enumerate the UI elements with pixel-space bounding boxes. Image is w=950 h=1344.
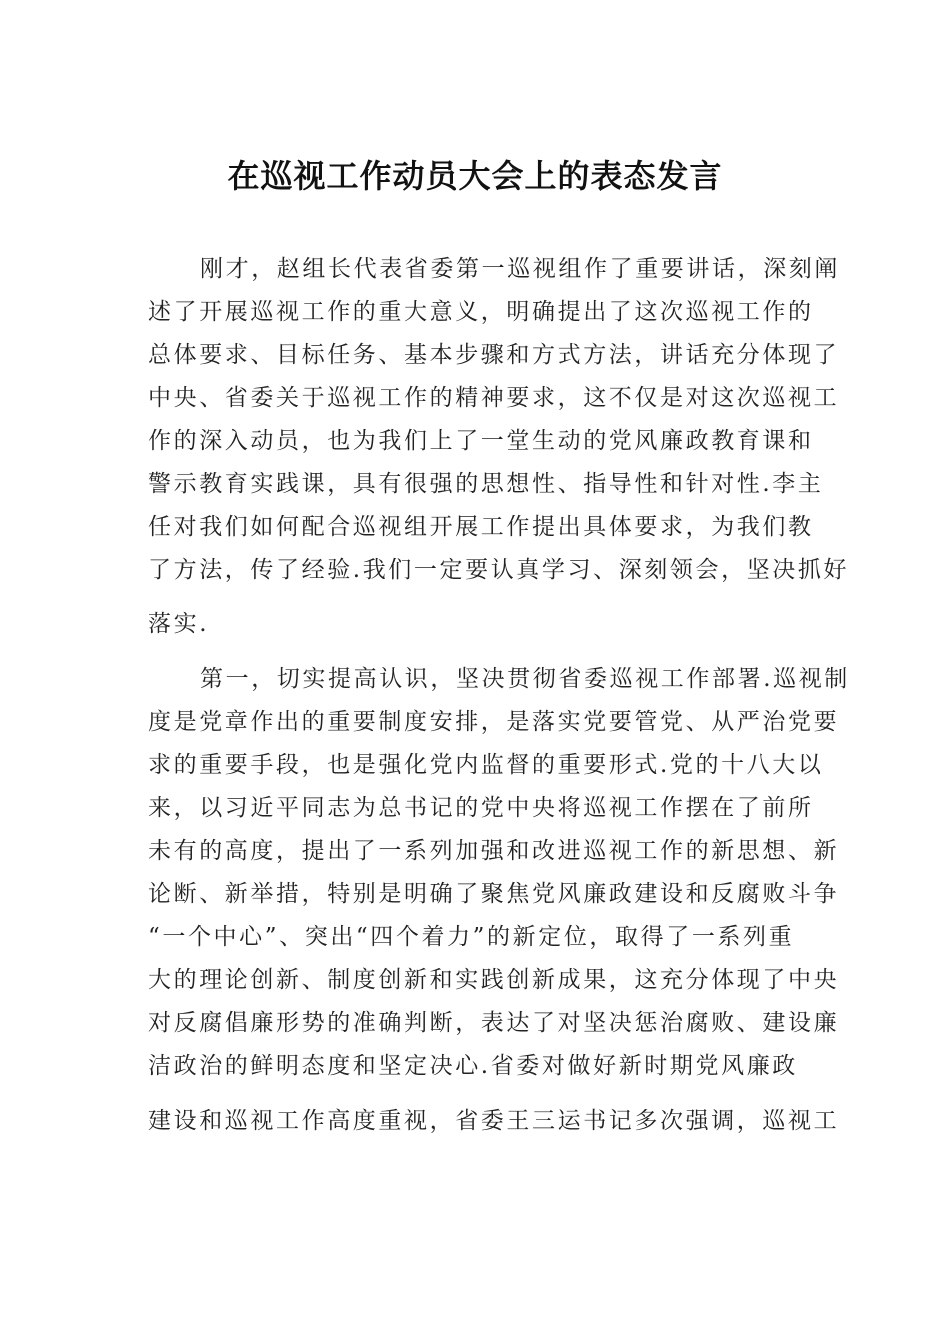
paragraph-line: 作的深入动员，也为我们上了一堂生动的党风廉政教育课和 xyxy=(148,428,814,454)
paragraph-line: 中央、省委关于巡视工作的精神要求，这不仅是对这次巡视工 xyxy=(148,385,840,411)
paragraph-line: 刚才，赵组长代表省委第一巡视组作了重要讲话，深刻阐 xyxy=(200,256,840,282)
paragraph-line: 洁政治的鲜明态度和坚定决心.省委对做好新时期党风廉政 xyxy=(148,1053,798,1079)
paragraph-line: 建设和巡视工作高度重视，省委王三运书记多次强调，巡视工 xyxy=(148,1108,840,1134)
paragraph-line: 未有的高度，提出了一系列加强和改进巡视工作的新思想、新 xyxy=(148,838,840,864)
paragraph-line: 大的理论创新、制度创新和实践创新成果，这充分体现了中央 xyxy=(148,967,840,993)
paragraph-line: 了方法，传了经验.我们一定要认真学习、深刻领会，坚决抓好 xyxy=(148,557,850,583)
paragraph-line: 任对我们如何配合巡视组开展工作提出具体要求，为我们教 xyxy=(148,514,814,540)
paragraph-line: 警示教育实践课，具有很强的思想性、指导性和针对性.李主 xyxy=(148,471,824,497)
paragraph-line: 求的重要手段，也是强化党内监督的重要形式.党的十八大以 xyxy=(148,752,824,778)
paragraph-line: 述了开展巡视工作的重大意义，明确提出了这次巡视工作的 xyxy=(148,299,814,325)
paragraph-line: 落实. xyxy=(148,611,210,637)
paragraph-line: 对反腐倡廉形势的准确判断，表达了对坚决惩治腐败、建设廉 xyxy=(148,1010,840,1036)
paragraph-line: 第一，切实提高认识，坚决贯彻省委巡视工作部署.巡视制 xyxy=(200,666,850,692)
paragraph-line: “一个中心”、突出“四个着力”的新定位，取得了一系列重 xyxy=(148,924,795,950)
document-title: 在巡视工作动员大会上的表态发言 xyxy=(227,157,723,195)
paragraph-line: 来，以习近平同志为总书记的党中央将巡视工作摆在了前所 xyxy=(148,795,814,821)
paragraph-line: 论断、新举措，特别是明确了聚焦党风廉政建设和反腐败斗争 xyxy=(148,881,840,907)
paragraph-line: 总体要求、目标任务、基本步骤和方式方法，讲话充分体现了 xyxy=(148,342,840,368)
paragraph-line: 度是党章作出的重要制度安排，是落实党要管党、从严治党要 xyxy=(148,709,840,735)
